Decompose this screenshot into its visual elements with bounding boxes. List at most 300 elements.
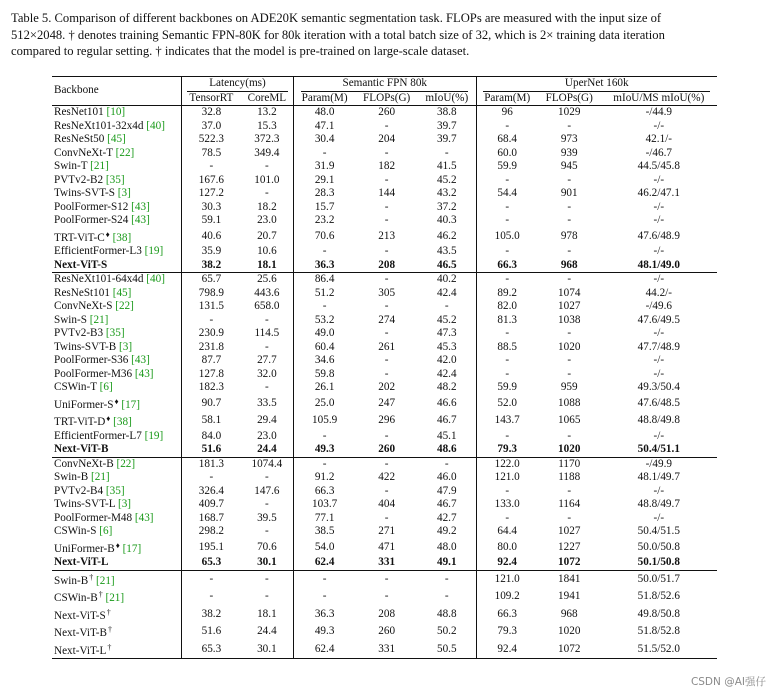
- backbone-cell: [52, 570, 182, 588]
- table-cell: 34.6: [314, 354, 335, 366]
- table-cell: 49.3: [314, 625, 335, 637]
- table-cell: 54.4: [497, 187, 517, 199]
- table-cell: 42.0: [418, 354, 476, 368]
- header-group-label: Latency(ms): [187, 77, 288, 92]
- table-row: [52, 327, 717, 341]
- header-group-label: UperNet 160k: [483, 77, 710, 92]
- backbone-name: Swin-T: [54, 160, 88, 172]
- table-cell: -: [322, 429, 327, 442]
- table-cell: 49.8/50.8: [637, 607, 680, 620]
- table-cell: -: [355, 457, 418, 471]
- table-cell: -: [567, 327, 572, 339]
- table-cell: 65.3: [201, 556, 222, 568]
- backbone-cell: [52, 368, 182, 382]
- table-cell: 213: [378, 229, 396, 242]
- table-row: [52, 641, 717, 659]
- backbone-name: ResNeSt101: [54, 286, 110, 299]
- table-cell: 182.3: [198, 381, 224, 393]
- citation-link[interactable]: [10]: [106, 106, 126, 118]
- backbone-cell: [52, 287, 182, 301]
- backbone-cell: [52, 588, 182, 606]
- table-cell: -/-: [653, 367, 665, 380]
- table-row: [52, 381, 717, 395]
- table-cell: -: [384, 354, 389, 366]
- backbone-cell: [52, 641, 182, 659]
- citation-link[interactable]: [21]: [96, 574, 115, 587]
- table-row: [52, 412, 717, 430]
- table-cell: -/-: [653, 200, 665, 213]
- table-cell: -: [476, 273, 538, 287]
- table-cell: 81.3: [497, 313, 517, 326]
- table-cell: 121.0: [476, 570, 538, 588]
- table-cell: -: [384, 200, 389, 213]
- table-cell: -/-: [653, 119, 665, 132]
- table-cell: -: [505, 214, 510, 226]
- comparison-table: [52, 76, 717, 659]
- table-cell: -: [384, 214, 389, 226]
- backbone-name: Twins-SVT-B: [54, 340, 117, 353]
- backbone-name: Next-ViT-B: [54, 443, 109, 455]
- header-group-label: Semantic FPN 80k: [301, 77, 468, 92]
- table-cell: 28.3: [314, 187, 335, 199]
- citation-link[interactable]: [3]: [119, 340, 133, 353]
- header-col: FLOPs(G): [363, 91, 411, 104]
- citation-link[interactable]: [35]: [105, 173, 125, 186]
- citation-link[interactable]: [43]: [131, 214, 150, 226]
- backbone-name: PoolFormer-M48: [54, 511, 133, 524]
- footnote-mark: ♦: [115, 540, 120, 550]
- table-cell: -: [505, 367, 510, 380]
- backbone-cell: [52, 395, 182, 413]
- table-cell: 54.0: [314, 540, 335, 553]
- backbone-cell: [52, 512, 182, 526]
- table-cell: 66.3: [497, 258, 517, 271]
- citation-link[interactable]: [19]: [144, 429, 164, 442]
- table-cell: 50.4/51.5: [637, 525, 680, 537]
- table-cell: 50.4/51.1: [637, 443, 680, 455]
- table-cell: 30.1: [241, 556, 294, 570]
- table-cell: 109.2: [494, 590, 520, 602]
- table-cell: -: [384, 484, 389, 497]
- citation-link[interactable]: [3]: [117, 498, 132, 510]
- citation-link[interactable]: [35]: [105, 327, 125, 339]
- table-cell: 968: [560, 258, 578, 271]
- table-cell: 37.0: [201, 119, 222, 132]
- table-cell: 39.5: [241, 512, 294, 526]
- table-cell: -: [567, 173, 572, 186]
- backbone-name: PoolFormer-S12: [54, 200, 129, 213]
- table-cell: 973: [560, 133, 578, 145]
- backbone-cell: [52, 201, 182, 215]
- table-row: [52, 273, 717, 287]
- backbone-cell: [52, 245, 182, 259]
- table-cell: 89.2: [497, 286, 517, 299]
- backbone-cell: [52, 273, 182, 287]
- table-row: [52, 443, 717, 457]
- citation-link[interactable]: [17]: [121, 398, 140, 411]
- table-cell: -: [384, 429, 389, 442]
- table-cell: -: [209, 313, 214, 326]
- table-cell: 96: [476, 106, 538, 120]
- table-cell: -/49.9: [601, 457, 717, 471]
- backbone-cell: [52, 457, 182, 471]
- table-cell: 30.4: [314, 133, 335, 145]
- table-cell: 44.2/-: [645, 286, 672, 299]
- table-cell: -: [384, 173, 389, 186]
- table-cell: 39.7: [418, 120, 476, 134]
- table-cell: -: [384, 119, 389, 132]
- footnote-mark: †: [106, 607, 111, 617]
- table-row: [52, 570, 717, 588]
- table-cell: 260: [378, 443, 396, 455]
- backbone-name: Swin-B: [54, 574, 89, 587]
- table-cell: 51.6: [201, 443, 222, 455]
- table-cell: -: [384, 245, 389, 257]
- footnote-mark: †: [98, 590, 103, 599]
- table-cell: 29.1: [314, 173, 335, 186]
- citation-link[interactable]: [45]: [112, 286, 132, 299]
- table-cell: -: [505, 484, 510, 497]
- table-cell: 70.6: [314, 229, 335, 242]
- citation-link[interactable]: [3]: [117, 187, 131, 199]
- table-cell: 32.0: [241, 368, 294, 382]
- table-cell: -/-: [653, 327, 665, 339]
- table-cell: 48.1/49.7: [637, 471, 680, 483]
- table-cell: 443.6: [241, 287, 294, 301]
- table-cell: 1065: [558, 414, 581, 426]
- backbone-name: TRT-ViT-D: [54, 416, 106, 428]
- table-cell: 46.2/47.1: [637, 187, 680, 199]
- backbone-name: ResNeXt101-32x4d: [54, 119, 144, 132]
- table-cell: 260: [355, 106, 418, 120]
- watermark: CSDN @AI强仔: [690, 676, 766, 688]
- table-row: [52, 201, 717, 215]
- table-cell: 49.2: [418, 525, 476, 539]
- table-cell: -: [355, 570, 418, 588]
- table-cell: -: [241, 314, 294, 328]
- table-row: [52, 245, 717, 259]
- table-cell: -: [241, 570, 294, 588]
- table-cell: -: [505, 173, 510, 186]
- table-cell: 46.6: [418, 395, 476, 413]
- table-cell: 147.6: [241, 485, 294, 499]
- table-cell: -: [241, 498, 294, 512]
- citation-link[interactable]: [22]: [115, 146, 135, 159]
- table-cell: 231.8: [198, 340, 224, 353]
- table-row: [52, 368, 717, 382]
- backbone-cell: [52, 525, 182, 539]
- citation-link[interactable]: [6]: [99, 381, 113, 393]
- table-cell: 38.2: [201, 607, 222, 620]
- citation-link[interactable]: [38]: [112, 231, 132, 244]
- table-cell: 182: [378, 160, 396, 172]
- backbone-cell: [52, 341, 182, 355]
- table-cell: -: [355, 273, 418, 287]
- table-cell: -: [418, 300, 476, 314]
- table-cell: 1941: [558, 590, 581, 602]
- backbone-cell: [52, 539, 182, 557]
- citation-link[interactable]: [19]: [144, 245, 164, 257]
- table-cell: 25.0: [314, 396, 335, 409]
- table-cell: -: [567, 484, 572, 497]
- table-row: [52, 512, 717, 526]
- table-cell: -/46.7: [645, 146, 672, 159]
- citation-link[interactable]: [21]: [91, 471, 110, 483]
- table-row: [52, 498, 717, 512]
- table-cell: 29.4: [241, 412, 294, 430]
- table-cell: 42.4: [418, 368, 476, 382]
- table-cell: -: [209, 471, 214, 483]
- table-row: [52, 160, 717, 174]
- table-cell: 64.4: [497, 525, 517, 537]
- table-cell: 51.8/52.6: [637, 590, 680, 602]
- table-cell: 78.5: [201, 146, 222, 159]
- table-cell: 48.8/49.7: [637, 498, 680, 510]
- table-cell: 36.3: [314, 607, 335, 620]
- table-cell: -: [505, 200, 510, 213]
- table-cell: 127.8: [198, 367, 224, 380]
- table-cell: 70.6: [241, 539, 294, 557]
- header-col: TensorRT: [189, 91, 234, 104]
- table-cell: 23.0: [241, 430, 294, 444]
- table-cell: 103.7: [312, 498, 338, 510]
- backbone-name: Next-ViT-B: [54, 627, 107, 639]
- table-cell: 40.2: [418, 273, 476, 287]
- table-cell: 18.1: [241, 606, 294, 624]
- table-cell: 23.0: [241, 214, 294, 228]
- table-cell: 298.2: [198, 525, 224, 537]
- table-cell: 42.7: [418, 512, 476, 526]
- header-col: mIoU(%): [418, 92, 476, 106]
- table-cell: 204: [378, 133, 396, 145]
- table-cell: 38.5: [314, 525, 335, 537]
- table-cell: -/44.9: [601, 106, 717, 120]
- table-cell: -: [567, 429, 572, 442]
- backbone-name: CSWin-B: [54, 592, 98, 604]
- backbone-cell: [52, 214, 182, 228]
- backbone-name: EfficientFormer-L3: [54, 245, 142, 257]
- citation-link[interactable]: [17]: [122, 542, 142, 555]
- backbone-name: PVTv2-B2: [54, 173, 104, 186]
- table-cell: 968: [560, 607, 578, 620]
- citation-link[interactable]: [21]: [90, 160, 109, 172]
- table-cell: 91.2: [314, 471, 335, 483]
- table-row: [52, 485, 717, 499]
- table-cell: 47.6/48.9: [637, 229, 680, 242]
- table-cell: 1164: [558, 498, 581, 510]
- table-cell: 50.5: [418, 641, 476, 659]
- citation-link[interactable]: [38]: [113, 416, 132, 428]
- table-cell: -: [384, 511, 389, 524]
- citation-link[interactable]: [22]: [115, 300, 134, 312]
- citation-link[interactable]: [43]: [131, 200, 150, 213]
- table-cell: -: [241, 381, 294, 395]
- table-cell: 404: [378, 498, 396, 510]
- table-cell: -: [241, 341, 294, 355]
- backbone-cell: [52, 314, 182, 328]
- table-row: [52, 300, 717, 314]
- table-cell: 92.4: [476, 641, 538, 659]
- table-cell: -: [384, 327, 389, 339]
- table-cell: 959: [560, 381, 578, 393]
- table-cell: -: [505, 119, 510, 132]
- table-cell: 1072: [558, 556, 581, 568]
- backbone-cell: [52, 300, 182, 314]
- table-cell: 1188: [558, 471, 581, 483]
- header-col: Param(M): [484, 91, 531, 104]
- table-cell: 52.0: [497, 396, 517, 409]
- table-cell: 195.1: [198, 540, 224, 553]
- table-cell: 39.7: [418, 133, 476, 147]
- table-row: [52, 287, 717, 301]
- table-cell: 261: [378, 340, 396, 353]
- citation-link[interactable]: [40]: [146, 273, 165, 285]
- table-cell: 230.9: [198, 327, 224, 339]
- backbone-name: PVTv2-B4: [54, 484, 104, 497]
- table-cell: 1020: [558, 340, 581, 353]
- table-row: [52, 430, 717, 444]
- table-row: [52, 187, 717, 201]
- table-cell: -: [505, 327, 510, 339]
- table-cell: 46.7: [418, 412, 476, 430]
- backbone-cell: [52, 147, 182, 161]
- table-cell: 168.7: [198, 511, 224, 524]
- table-cell: 82.0: [497, 300, 517, 312]
- backbone-cell: [52, 160, 182, 174]
- header-group-latency: [182, 77, 294, 92]
- table-cell: 66.3: [314, 484, 335, 497]
- table-cell: 88.5: [497, 340, 517, 353]
- table-cell: 47.6/49.5: [637, 313, 680, 326]
- table-cell: -: [182, 570, 241, 588]
- table-cell: 24.4: [241, 443, 294, 457]
- table-cell: 49.0: [314, 327, 335, 339]
- table-cell: 50.1/50.8: [637, 556, 680, 568]
- table-cell: -: [418, 570, 476, 588]
- table-cell: -: [209, 160, 214, 172]
- table-cell: -: [384, 300, 389, 312]
- table-cell: 44.5/45.8: [637, 160, 680, 172]
- table-cell: 144: [378, 187, 396, 199]
- table-row: [52, 228, 717, 246]
- table-cell: 26.1: [314, 381, 335, 393]
- backbone-name: PoolFormer-M36: [54, 367, 133, 380]
- table-row: [52, 259, 717, 273]
- table-cell: 1027: [558, 300, 581, 312]
- table-cell: 1841: [538, 570, 601, 588]
- backbone-name: Next-ViT-S: [54, 258, 108, 271]
- table-cell: -: [418, 147, 476, 161]
- backbone-cell: [52, 471, 182, 485]
- backbone-name: EfficientFormer-L7: [54, 429, 142, 442]
- backbone-cell: [52, 623, 182, 641]
- table-cell: 77.1: [314, 511, 335, 524]
- table-cell: 45.3: [418, 341, 476, 355]
- table-cell: -: [209, 590, 214, 602]
- table-cell: 1027: [558, 525, 581, 537]
- citation-link[interactable]: [22]: [116, 457, 136, 470]
- table-cell: 60.4: [314, 340, 335, 353]
- table-row: [52, 314, 717, 328]
- table-cell: -: [538, 273, 601, 287]
- table-cell: 18.2: [241, 201, 294, 215]
- header-col: mIoU/MS mIoU(%): [613, 91, 705, 104]
- citation-link[interactable]: [35]: [105, 484, 125, 497]
- table-row: [52, 354, 717, 368]
- backbone-cell: [52, 228, 182, 246]
- table-cell: 1170: [538, 457, 601, 471]
- table-row: [52, 174, 717, 188]
- table-cell: 38.2: [201, 258, 222, 271]
- table-cell: -/-: [601, 273, 717, 287]
- table-cell: 10.6: [241, 245, 294, 259]
- table-cell: 326.4: [198, 484, 224, 497]
- table-row: [52, 120, 717, 134]
- citation-link[interactable]: [21]: [89, 313, 109, 326]
- footnote-mark: ♦: [114, 396, 119, 406]
- citation-link[interactable]: [43]: [131, 354, 150, 366]
- table-cell: 27.7: [241, 354, 294, 368]
- table-cell: 45.2: [418, 314, 476, 328]
- table-cell: 45.2: [418, 174, 476, 188]
- table-cell: -: [418, 588, 476, 606]
- table-cell: -: [293, 457, 355, 471]
- table-cell: 143.7: [494, 414, 520, 426]
- citation-link[interactable]: [21]: [105, 592, 125, 604]
- table-cell: 62.4: [293, 641, 355, 659]
- table-cell: 66.3: [497, 607, 517, 620]
- table-cell: -: [241, 525, 294, 539]
- backbone-cell: [52, 412, 182, 430]
- table-cell: -: [384, 367, 389, 380]
- citation-link[interactable]: [43]: [134, 511, 154, 524]
- table-cell: 181.3: [182, 457, 241, 471]
- table-row: [52, 623, 717, 641]
- table-cell: 59.8: [314, 367, 335, 380]
- table-cell: -: [322, 146, 327, 159]
- footnote-mark: ♦: [106, 414, 111, 423]
- table-row: [52, 457, 717, 471]
- table-cell: 202: [378, 381, 396, 393]
- table-cell: 13.2: [241, 106, 294, 120]
- table-cell: 45.1: [418, 430, 476, 444]
- table-cell: 90.7: [201, 396, 222, 409]
- table-row: [52, 525, 717, 539]
- table-cell: 46.5: [418, 259, 476, 273]
- table-row: [52, 341, 717, 355]
- table-cell: 31.9: [314, 160, 335, 172]
- citation-link[interactable]: [43]: [134, 367, 154, 380]
- table-cell: 47.9: [418, 485, 476, 499]
- backbone-name: PoolFormer-S24: [54, 214, 129, 226]
- backbone-cell: [52, 133, 182, 147]
- table-cell: 331: [355, 641, 418, 659]
- table-cell: 50.2: [418, 623, 476, 641]
- citation-link[interactable]: [40]: [146, 119, 165, 132]
- table-cell: 59.9: [497, 160, 517, 172]
- backbone-name: ConvNeXt-S: [54, 300, 113, 312]
- table-cell: -/-: [653, 354, 665, 366]
- table-cell: 101.0: [241, 174, 294, 188]
- table-cell: 131.5: [198, 300, 224, 312]
- citation-link[interactable]: [6]: [99, 525, 113, 537]
- citation-link[interactable]: [45]: [107, 133, 126, 145]
- table-cell: 296: [378, 414, 396, 426]
- table-cell: -: [505, 511, 510, 524]
- table-cell: 247: [378, 396, 396, 409]
- table-row: [52, 588, 717, 606]
- table-cell: 127.2: [198, 187, 224, 199]
